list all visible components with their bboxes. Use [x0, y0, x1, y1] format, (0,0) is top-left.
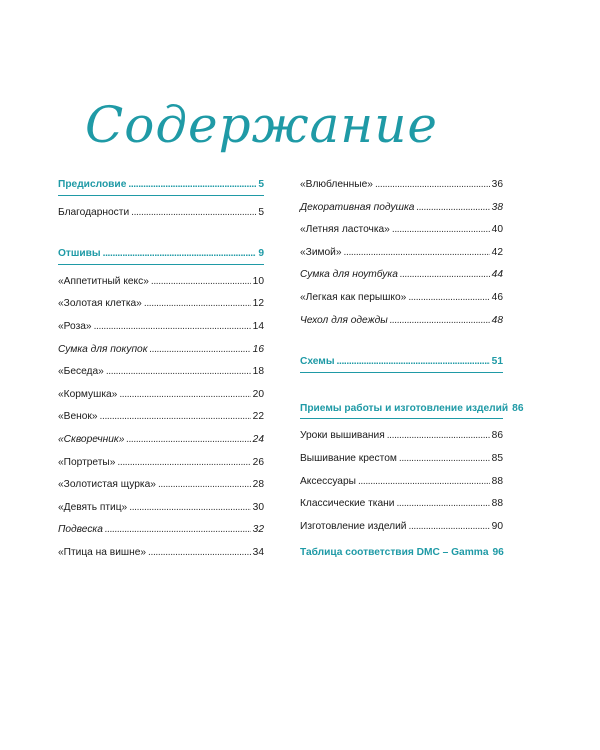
toc-entry[interactable] [58, 318, 264, 336]
toc-entry[interactable] [300, 544, 503, 562]
toc-leader [375, 176, 490, 194]
toc-page: 32 [252, 524, 264, 536]
toc-leader [396, 495, 489, 513]
toc-entry[interactable] [58, 544, 264, 562]
toc-leader [128, 176, 256, 194]
toc-page: 51 [491, 356, 503, 368]
toc-label: Приемы работы и изготовление изделий [300, 402, 509, 414]
toc-leader [151, 273, 251, 291]
toc-label: «Девять птиц» [58, 501, 128, 513]
toc-entry[interactable] [58, 499, 264, 517]
toc-entry[interactable] [300, 312, 503, 330]
toc-label: «Зимой» [300, 246, 342, 258]
toc-entry[interactable] [58, 245, 264, 263]
toc-leader [400, 266, 490, 284]
toc-leader [337, 353, 490, 371]
toc-page: 20 [252, 388, 264, 400]
toc-leader [126, 431, 250, 449]
toc-entry[interactable] [58, 204, 264, 222]
toc-label: Аксессуары [300, 475, 356, 487]
toc-label: Предисловие [58, 179, 127, 190]
toc-page: 5 [258, 179, 264, 190]
toc-entry[interactable] [300, 473, 503, 491]
toc-page: 28 [252, 479, 264, 491]
toc-entry[interactable] [300, 289, 503, 307]
toc-leader [148, 544, 251, 562]
spacer [58, 226, 264, 245]
toc-page: 42 [491, 246, 503, 258]
toc-page: 40 [491, 224, 503, 236]
toc-entry[interactable] [300, 427, 503, 445]
toc-leader [103, 245, 257, 263]
toc-entry[interactable] [58, 386, 264, 404]
toc-left-column [58, 176, 264, 567]
toc-page: 38 [491, 201, 503, 213]
spacer [300, 334, 503, 353]
toc-label: «Кормушка» [58, 388, 118, 400]
toc-label: Вышивание крестом [300, 452, 397, 464]
toc-entry[interactable] [300, 199, 503, 217]
toc-page: 96 [492, 547, 504, 559]
toc-page: 48 [491, 314, 503, 326]
toc-leader [100, 408, 251, 426]
toc-entry[interactable] [300, 353, 503, 371]
toc-entry[interactable] [300, 450, 503, 468]
toc-label: «Скворечник» [58, 433, 125, 445]
toc-entry[interactable] [300, 221, 503, 239]
toc-entry[interactable] [58, 176, 264, 194]
toc-entry[interactable] [58, 476, 264, 494]
toc-page: 24 [252, 433, 264, 445]
toc-label: Изготовление изделий [300, 520, 407, 532]
toc-label: Благодарности [58, 206, 130, 218]
toc-leader [144, 295, 251, 313]
toc-label: «Беседа» [58, 366, 104, 378]
toc-page: 86 [491, 430, 503, 442]
toc-label: Схемы [300, 356, 335, 368]
toc-label: Таблица соответствия DMC – Gamma [300, 547, 489, 559]
spacer [300, 381, 503, 400]
toc-entry[interactable] [300, 400, 524, 418]
toc-entry[interactable] [300, 266, 503, 284]
toc-page: 18 [252, 366, 264, 378]
toc-page: 44 [491, 269, 503, 281]
toc-label: Подвеска [58, 524, 103, 536]
toc-entry[interactable] [58, 341, 264, 359]
toc-leader [416, 199, 489, 217]
toc-leader [150, 341, 251, 359]
toc-label: «Аппетитный кекс» [58, 275, 149, 287]
toc-entry[interactable] [58, 363, 264, 381]
toc-leader [399, 450, 490, 468]
toc-page: 36 [491, 179, 503, 190]
toc-label: «Влюбленные» [300, 179, 373, 190]
toc-leader [129, 499, 250, 517]
toc-label: «Венок» [58, 411, 98, 423]
toc-label: Чехол для одежды [300, 314, 388, 326]
toc-leader [387, 427, 490, 445]
toc-label: «Роза» [58, 320, 92, 332]
toc-label: «Портреты» [58, 456, 116, 468]
toc-leader [105, 521, 251, 539]
toc-leader [344, 244, 490, 262]
toc-leader [106, 363, 251, 381]
toc-label: Сумка для покупок [58, 343, 148, 355]
toc-entry[interactable] [300, 176, 503, 194]
page-title: Содержание [85, 96, 439, 154]
toc-entry[interactable] [300, 495, 503, 513]
toc-entry[interactable] [58, 431, 264, 449]
toc-page: 30 [252, 501, 264, 513]
toc-label: «Птица на вишне» [58, 546, 147, 558]
toc-entry[interactable] [58, 273, 264, 291]
toc-page: 26 [252, 456, 264, 468]
toc-page: 46 [491, 291, 503, 303]
toc-page: 86 [512, 402, 524, 414]
toc-leader [390, 312, 490, 330]
toc-entry[interactable] [58, 408, 264, 426]
toc-leader [408, 518, 489, 536]
toc-page: 10 [252, 275, 264, 287]
toc-page: 16 [252, 343, 264, 355]
section-rule [300, 372, 503, 373]
toc-leader [158, 476, 251, 494]
toc-label: «Золотистая щурка» [58, 479, 156, 491]
toc-page: 12 [252, 298, 264, 310]
toc-entry[interactable] [58, 521, 264, 539]
section-rule [58, 264, 264, 265]
toc-leader [131, 204, 256, 222]
toc-page: 88 [491, 475, 503, 487]
toc-page: 88 [491, 498, 503, 510]
toc-label: Классические ткани [300, 498, 395, 510]
toc-label: Декоративная подушка [300, 201, 415, 213]
toc-page: 34 [252, 546, 264, 558]
toc-page: 22 [252, 411, 264, 423]
toc-label: Уроки вышивания [300, 430, 385, 442]
toc-right-column [300, 176, 524, 567]
toc-entry[interactable] [300, 518, 503, 536]
toc-label: «Летняя ласточка» [300, 224, 390, 236]
toc-label: Отшивы [58, 248, 101, 260]
toc-label: «Золотая клетка» [58, 298, 142, 310]
toc-leader [117, 454, 250, 472]
toc-page: 90 [491, 520, 503, 532]
toc-entry[interactable] [58, 295, 264, 313]
toc-leader [119, 386, 250, 404]
toc-leader [408, 289, 489, 307]
toc-page: 9 [258, 248, 264, 260]
section-rule [58, 195, 264, 196]
toc-page: 5 [258, 206, 264, 218]
toc-leader [392, 221, 490, 239]
toc-page: 85 [491, 452, 503, 464]
section-rule [300, 418, 503, 419]
toc-label: «Легкая как перышко» [300, 291, 407, 303]
toc-label: Сумка для ноутбука [300, 269, 398, 281]
toc-entry[interactable] [300, 244, 503, 262]
toc-page: 14 [252, 320, 264, 332]
toc-leader [94, 318, 251, 336]
toc-leader [358, 473, 490, 491]
toc-entry[interactable] [58, 454, 264, 472]
